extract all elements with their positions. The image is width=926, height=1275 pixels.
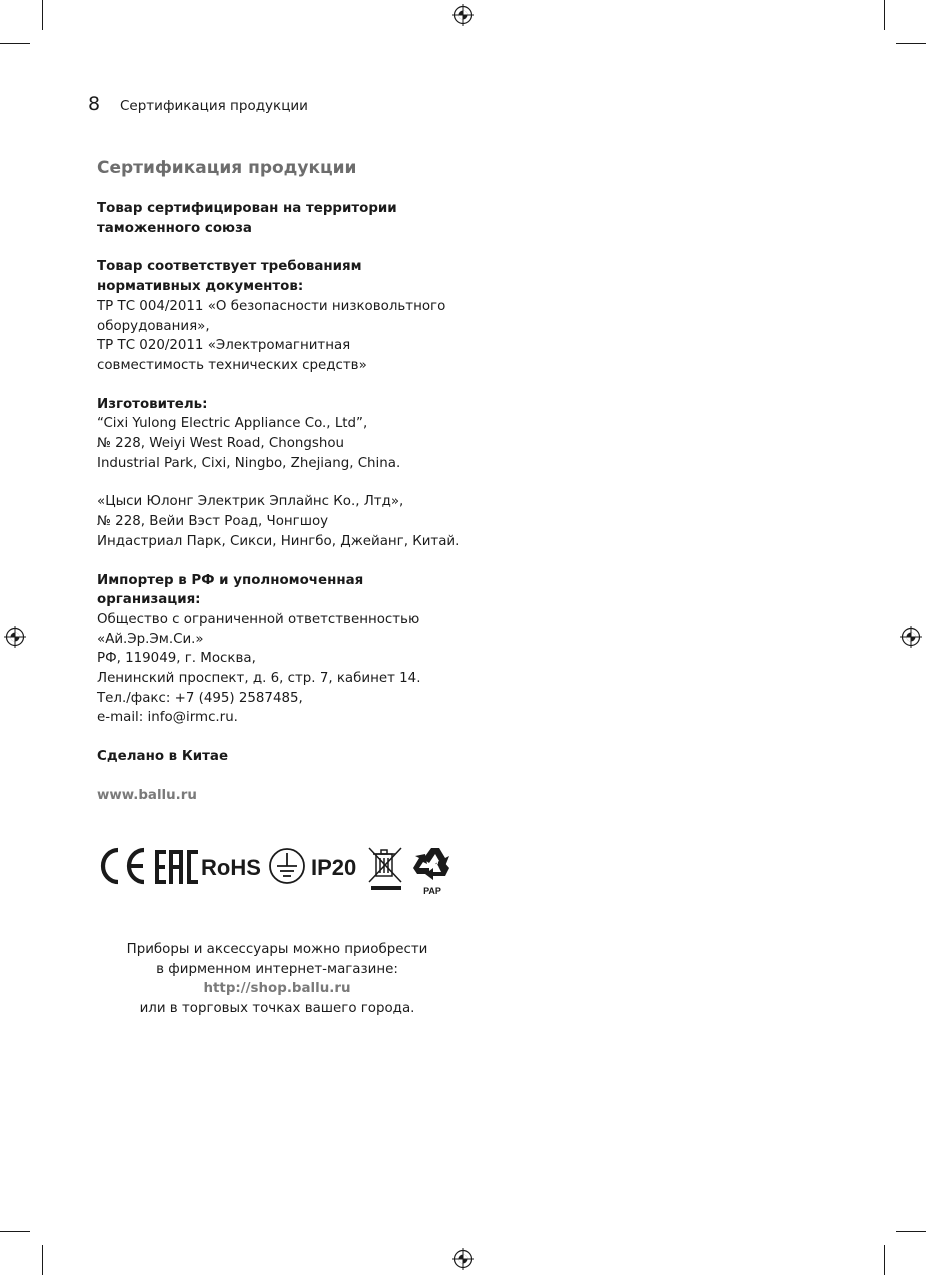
recycle-paper-icon [413, 848, 449, 896]
shop-link[interactable]: http://shop.ballu.ru [203, 981, 351, 997]
manufacturer-line-ru: № 228, Вейи Вэст Роад, Чонгшоу [97, 514, 329, 530]
requirements-heading: нормативных документов: [97, 279, 304, 295]
crop-mark [0, 43, 30, 44]
made-in-block [97, 747, 557, 767]
website-block [97, 786, 557, 806]
registration-mark-icon [452, 1248, 474, 1270]
requirements-line: совместимость технических средств» [97, 357, 367, 373]
importer-line: РФ, 119049, г. Москва, [97, 651, 256, 667]
manufacturer-ru-block [97, 492, 557, 551]
certification-content [97, 157, 557, 825]
manufacturer-line-en: Industrial Park, Cixi, Ningbo, Zhejiang, China. [97, 455, 401, 471]
manufacturer-line-ru: «Цыси Юлонг Электрик Эплайнс Ко., Лтд», [97, 494, 404, 510]
section-title: Сертификация продукции [97, 158, 357, 178]
crop-mark [0, 1231, 30, 1232]
certified-line: Товар сертифицирован на территории [97, 201, 397, 216]
registration-mark-icon [4, 626, 26, 648]
importer-line: «Ай.Эр.Эм.Си.» [97, 631, 204, 647]
importer-heading: организация: [97, 592, 201, 608]
recycle-label: PAP [423, 886, 441, 896]
crop-mark [884, 0, 885, 30]
footer-line: Приборы и аксессуары можно приобрести [126, 942, 428, 957]
crop-mark [884, 1245, 885, 1275]
footer-line: в фирменном интернет-магазине: [156, 961, 398, 977]
running-header-title: Сертификация продукции [120, 98, 308, 114]
requirements-line: оборудования», [97, 318, 210, 334]
recycle-number: 22 [429, 860, 439, 869]
importer-line: e-mail: info@irmc.ru. [97, 710, 238, 726]
requirements-block [97, 257, 557, 375]
requirements-heading: Товар соответствует требованиям [97, 259, 362, 275]
importer-line: Ленинский проспект, д. 6, стр. 7, кабинет 14. [97, 671, 421, 687]
website-link[interactable]: www.ballu.ru [97, 787, 197, 803]
crop-mark [896, 1231, 926, 1232]
page-number: 8 [88, 93, 101, 115]
eac-mark-icon [155, 850, 198, 884]
footer-line: или в торговых точках вашего города. [139, 1001, 415, 1017]
manufacturer-line-en: “Cixi Yulong Electric Appliance Co., Ltd”, [97, 416, 368, 432]
certification-logos [97, 844, 457, 896]
crop-mark [42, 0, 43, 30]
made-in-china: Сделано в Китае [97, 749, 229, 765]
crop-mark [896, 43, 926, 44]
ip-rating: IP20 [311, 855, 357, 880]
shop-footer [97, 940, 457, 1019]
requirements-line: ТР ТС 020/2011 «Электромагнитная [97, 338, 351, 354]
rohs-mark: RoHS [201, 855, 261, 880]
importer-block [97, 571, 557, 729]
ce-mark-icon [103, 850, 144, 882]
importer-line: Общество с ограниченной ответственностью [97, 611, 420, 627]
importer-line: Тел./факс: +7 (495) 2587485, [97, 690, 303, 706]
manufacturer-block [97, 395, 557, 474]
weee-crossed-bin-icon [369, 848, 401, 890]
manufacturer-line-ru: Индастриал Парк, Сикси, Нингбо, Джейанг, Китай. [97, 533, 460, 549]
importer-heading: Импортер в РФ и уполномоченная [97, 572, 364, 588]
certified-block [97, 199, 557, 238]
registration-mark-icon [900, 626, 922, 648]
certified-line: таможенного союза [97, 220, 252, 236]
ground-symbol-icon [270, 849, 304, 883]
manufacturer-line-en: № 228, Weiyi West Road, Chongshou [97, 436, 345, 452]
manufacturer-heading: Изготовитель: [97, 396, 208, 412]
certification-logos-svg [97, 844, 457, 896]
requirements-line: ТР ТС 004/2011 «О безопасности низковольтного [97, 298, 446, 314]
registration-mark-icon [452, 4, 474, 26]
crop-mark [42, 1245, 43, 1275]
